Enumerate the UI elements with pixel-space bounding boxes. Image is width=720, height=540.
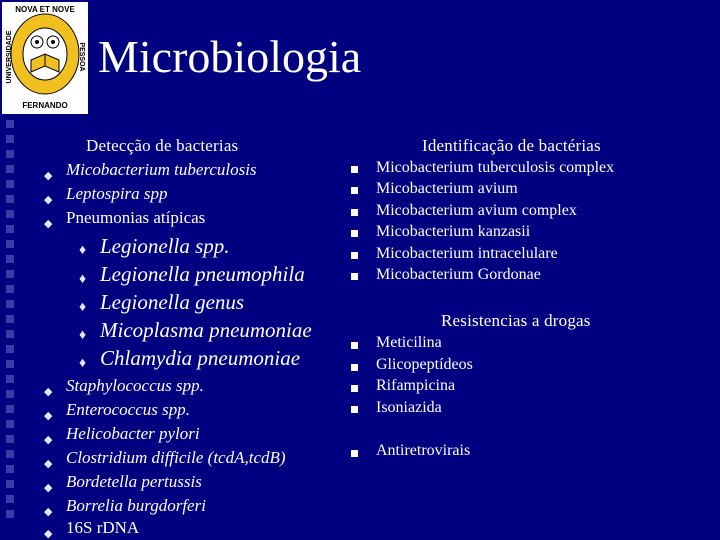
left-heading: Detecção de bacterias bbox=[86, 136, 239, 155]
right-item: Micobacterium avium bbox=[376, 180, 518, 197]
resistance-item: Rifampicina bbox=[376, 377, 456, 394]
square-bullet-icon bbox=[351, 385, 358, 392]
decorative-square-column bbox=[6, 120, 14, 525]
left-item: Enterococcus spp. bbox=[66, 400, 191, 419]
right-item: Micobacterium kanzasii bbox=[376, 223, 531, 240]
university-logo bbox=[2, 2, 88, 114]
sub-bullet-icon: ♦ bbox=[79, 356, 87, 371]
left-item: Borrelia burgdorferi bbox=[66, 496, 206, 515]
square-bullet-icon bbox=[351, 187, 358, 194]
square-bullet-icon bbox=[351, 273, 358, 280]
square-bullet-icon bbox=[351, 450, 358, 457]
resistance-heading: Resistencias a drogas bbox=[441, 311, 591, 330]
square-bullet-icon bbox=[351, 166, 358, 173]
diamond-bullet-icon: ◆ bbox=[44, 170, 53, 182]
slide-title: Microbiologia bbox=[98, 31, 362, 82]
left-item: Bordetella pertussis bbox=[66, 472, 202, 491]
square-bullet-icon bbox=[351, 252, 358, 259]
sub-item: Legionella pneumophila bbox=[100, 262, 305, 286]
logo-bottom-text: FERNANDO bbox=[22, 101, 68, 110]
diamond-bullet-icon: ◆ bbox=[44, 194, 53, 206]
right-item: Micobacterium intracelulare bbox=[376, 245, 558, 262]
logo-left-text: UNIVERSIDADE bbox=[6, 30, 13, 84]
right-item: Micobacterium tuberculosis complex bbox=[376, 159, 615, 176]
resistance-item: Isoniazida bbox=[376, 399, 442, 416]
sub-bullet-icon: ♦ bbox=[79, 272, 87, 287]
antiretroviral-item: Antiretrovirais bbox=[376, 442, 471, 459]
diamond-bullet-icon: ◆ bbox=[44, 482, 53, 494]
left-item: Helicobacter pylori bbox=[66, 424, 200, 443]
square-bullet-icon bbox=[351, 364, 358, 371]
left-item: Pneumonias atípicas bbox=[66, 208, 206, 227]
logo-top-text: NOVA ET NOVE bbox=[15, 5, 75, 14]
square-bullet-icon bbox=[351, 209, 358, 216]
resistance-item: Glicopeptídeos bbox=[376, 356, 473, 373]
left-item: Micobacterium tuberculosis bbox=[66, 160, 257, 179]
square-bullet-icon bbox=[351, 406, 358, 413]
left-item: Staphylococcus spp. bbox=[66, 376, 204, 395]
sub-item: Micoplasma pneumoniae bbox=[100, 318, 312, 342]
right-item: Micobacterium Gordonae bbox=[376, 266, 541, 283]
resistance-item: Meticilina bbox=[376, 334, 442, 351]
sub-item: Legionella spp. bbox=[100, 234, 230, 258]
sub-bullet-icon: ♦ bbox=[79, 243, 87, 258]
left-item: Leptospira spp bbox=[66, 184, 168, 203]
left-item: Clostridium difficile (tcdA,tcdB) bbox=[66, 448, 286, 467]
diamond-bullet-icon: ◆ bbox=[44, 218, 53, 230]
diamond-bullet-icon: ◆ bbox=[44, 434, 53, 446]
sub-item: Legionella genus bbox=[100, 290, 245, 314]
square-bullet-icon bbox=[351, 342, 358, 349]
square-bullet-icon bbox=[351, 230, 358, 237]
sub-bullet-icon: ♦ bbox=[79, 300, 87, 315]
diamond-bullet-icon: ◆ bbox=[44, 386, 53, 398]
left-item: 16S rDNA bbox=[66, 518, 140, 537]
diamond-bullet-icon: ◆ bbox=[44, 410, 53, 422]
diamond-bullet-icon: ◆ bbox=[44, 458, 53, 470]
diamond-bullet-icon: ◆ bbox=[44, 506, 53, 518]
sub-bullet-icon: ♦ bbox=[79, 328, 87, 343]
diamond-bullet-icon: ◆ bbox=[44, 528, 53, 540]
right-heading: Identificação de bactérias bbox=[422, 136, 601, 155]
logo-right-text: PESSOA bbox=[78, 42, 85, 72]
right-item: Micobacterium avium complex bbox=[376, 202, 577, 219]
sub-item: Chlamydia pneumoniae bbox=[100, 346, 301, 370]
